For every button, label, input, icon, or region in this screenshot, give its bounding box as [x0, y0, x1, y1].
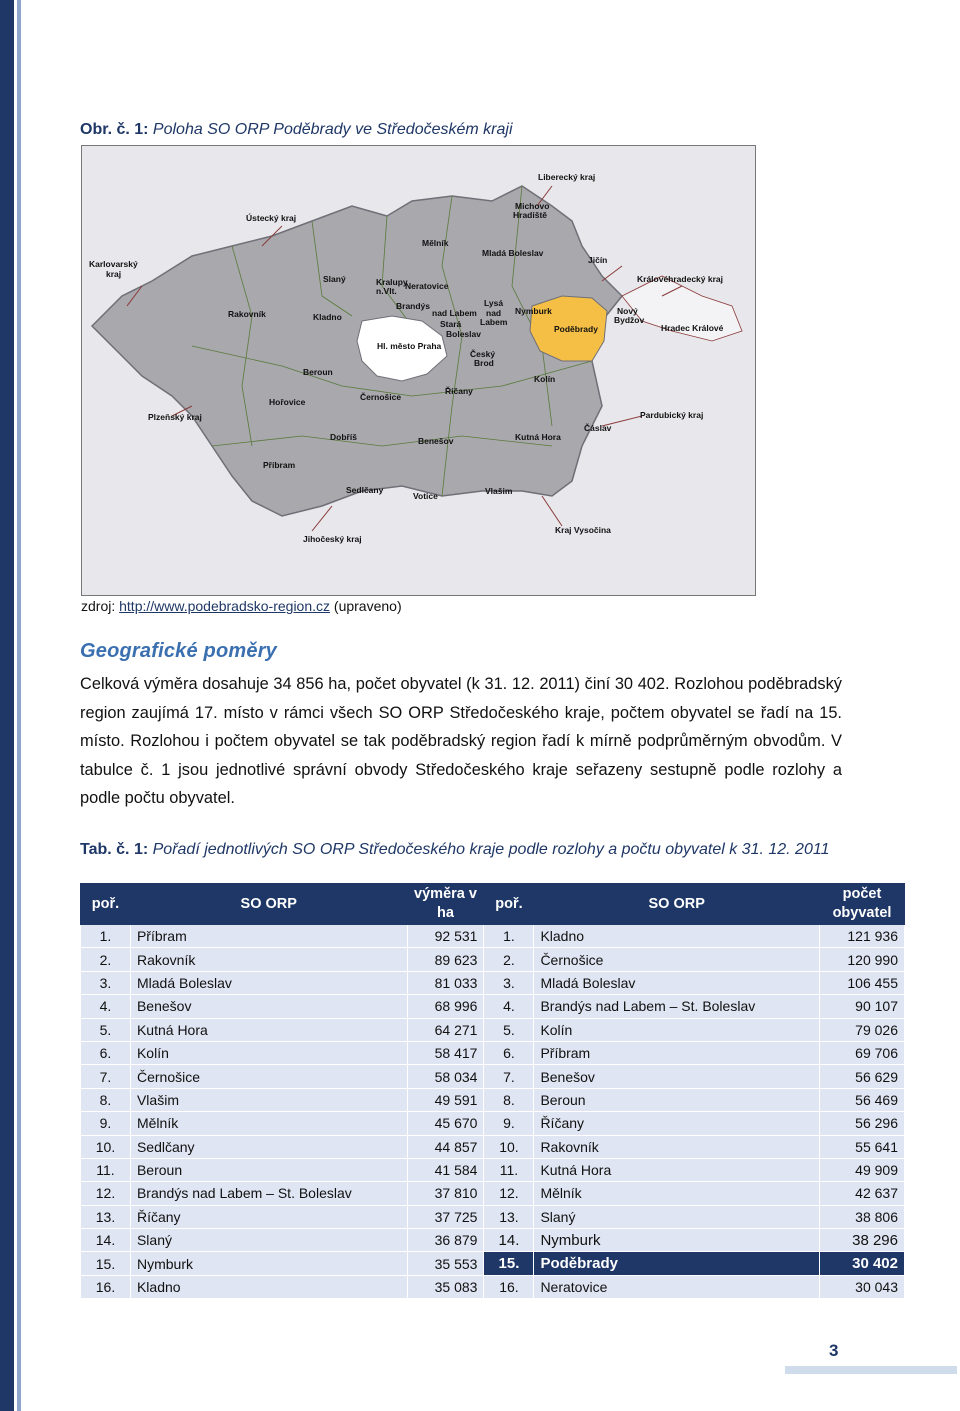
map-label: Bydžov — [614, 315, 645, 325]
area-cell: 89 623 — [407, 948, 484, 971]
header-name-pop: SO ORP — [534, 884, 820, 925]
pop-cell: 30 043 — [820, 1275, 905, 1298]
source-prefix: zdroj: — [81, 598, 116, 614]
map-label: Český — [470, 349, 496, 359]
map-label: Votice — [413, 491, 438, 501]
area-cell: 64 271 — [407, 1018, 484, 1041]
area-cell: 35 083 — [407, 1275, 484, 1298]
map-label: Brandýs — [396, 301, 431, 311]
map-label: Kolín — [534, 374, 556, 384]
table-row — [81, 1205, 905, 1228]
rank-pop-cell: 7. — [484, 1065, 534, 1088]
map-label: Beroun — [303, 367, 333, 377]
map-label: Neratovice — [405, 281, 449, 291]
name-pop-cell: Beroun — [534, 1088, 820, 1111]
name-pop-cell: Říčany — [534, 1112, 820, 1135]
map-label: Říčany — [445, 386, 473, 396]
map-label: Brod — [474, 358, 494, 368]
rank-pop-cell: 16. — [484, 1275, 534, 1298]
map-label: Slaný — [323, 274, 346, 284]
name-pop-cell: Benešov — [534, 1065, 820, 1088]
name-pop-cell: Nymburk — [534, 1229, 820, 1252]
rank-pop-cell: 9. — [484, 1112, 534, 1135]
pop-cell: 56 629 — [820, 1065, 905, 1088]
pop-cell: 56 469 — [820, 1088, 905, 1111]
name-area-cell: Rakovník — [130, 948, 407, 971]
area-cell: 58 417 — [407, 1041, 484, 1064]
table-row — [81, 995, 905, 1018]
map-label: n.Vlt. — [376, 286, 397, 296]
table-row — [81, 1112, 905, 1135]
area-cell: 68 996 — [407, 995, 484, 1018]
region-map — [81, 145, 756, 596]
rank-area-cell: 8. — [81, 1088, 131, 1111]
table-row — [81, 1088, 905, 1111]
name-pop-cell: Kolín — [534, 1018, 820, 1041]
pop-cell: 38 296 — [820, 1229, 905, 1252]
name-area-cell: Příbram — [130, 925, 407, 948]
rank-area-cell: 12. — [81, 1182, 131, 1205]
map-label: Pardubický kraj — [640, 410, 704, 420]
name-area-cell: Černošice — [130, 1065, 407, 1088]
map-label: Kralupy — [376, 277, 408, 287]
rank-area-cell: 7. — [81, 1065, 131, 1088]
table-row — [81, 1041, 905, 1064]
name-pop-cell: Kladno — [534, 925, 820, 948]
name-pop-cell: Mělník — [534, 1182, 820, 1205]
map-label: Kutná Hora — [515, 432, 561, 442]
rank-pop-cell: 3. — [484, 971, 534, 994]
table-title: Pořadí jednotlivých SO ORP Středočeského kraje podle rozlohy a počtu obyvatel k 31. 12. 2011 — [152, 841, 830, 858]
map-label: nad — [486, 308, 502, 318]
header-pop: počet obyvatel — [820, 884, 905, 925]
map-label: Mělník — [422, 238, 449, 248]
table-row — [81, 1065, 905, 1088]
table-header-row — [81, 884, 905, 925]
header-area: výměra v ha — [407, 884, 484, 925]
left-border-bar — [0, 0, 14, 1411]
name-pop-cell: Slaný — [534, 1205, 820, 1228]
name-area-cell: Beroun — [130, 1158, 407, 1181]
footer-bar — [785, 1366, 957, 1374]
rank-area-cell: 5. — [81, 1018, 131, 1041]
table-label: Tab. č. 1: — [80, 841, 149, 858]
name-area-cell: Sedlčany — [130, 1135, 407, 1158]
name-area-cell: Brandýs nad Labem – St. Boleslav — [130, 1182, 407, 1205]
name-area-cell: Mělník — [130, 1112, 407, 1135]
name-area-cell: Slaný — [130, 1229, 407, 1252]
rank-area-cell: 4. — [81, 995, 131, 1018]
map-label: Jihočeský kraj — [303, 534, 362, 544]
map-label: Sedlčany — [346, 485, 384, 495]
rank-area-cell: 9. — [81, 1112, 131, 1135]
name-pop-cell: Rakovník — [534, 1135, 820, 1158]
map-label: Příbram — [263, 460, 296, 470]
rank-area-cell: 3. — [81, 971, 131, 994]
rank-pop-cell: 5. — [484, 1018, 534, 1041]
map-label: Benešov — [418, 436, 454, 446]
map-label: Jičín — [588, 255, 608, 265]
name-area-cell: Říčany — [130, 1205, 407, 1228]
map-label: Nymburk — [515, 306, 552, 316]
area-cell: 92 531 — [407, 925, 484, 948]
name-area-cell: Mladá Boleslav — [130, 971, 407, 994]
table-row — [81, 1252, 905, 1275]
rank-pop-cell: 1. — [484, 925, 534, 948]
rank-area-cell: 13. — [81, 1205, 131, 1228]
map-label: Labem — [480, 317, 508, 327]
table-row — [81, 1182, 905, 1205]
map-label: Boleslav — [446, 329, 481, 339]
area-cell: 37 725 — [407, 1205, 484, 1228]
ranking-table — [80, 883, 905, 1299]
name-area-cell: Nymburk — [130, 1252, 407, 1275]
area-cell: 37 810 — [407, 1182, 484, 1205]
rank-area-cell: 10. — [81, 1135, 131, 1158]
body-paragraph: Celková výměra dosahuje 34 856 ha, počet obyvatel (k 31. 12. 2011) činí 30 402. Rozlohou poděbradský region zaujímá 17. místo v rámci všech SO ORP Středočeského kraje, počtem obyvatel se řadí na 15. místo. Rozlohou i počtem obyvatel se tak poděbradský region řadí k mírně podprůměrným obvodům. V tabulce č. 1 jsou jednotlivé správní obvody Středočeského kraje seřazeny sestupně podle rozlohy a podle počtu obyvatel. — [80, 675, 842, 807]
figure-caption — [80, 121, 513, 139]
table-row — [81, 1018, 905, 1041]
table-row — [81, 971, 905, 994]
pop-cell: 121 936 — [820, 925, 905, 948]
figure-label: Obr. č. 1: — [80, 121, 149, 138]
rank-area-cell: 1. — [81, 925, 131, 948]
name-pop-cell: Poděbrady — [534, 1252, 820, 1275]
map-label: Dobříš — [330, 432, 357, 442]
figure-source — [81, 598, 402, 614]
name-pop-cell: Příbram — [534, 1041, 820, 1064]
area-cell: 58 034 — [407, 1065, 484, 1088]
rank-area-cell: 6. — [81, 1041, 131, 1064]
map-label: Plzeňský kraj — [148, 412, 202, 422]
map-label: Lysá — [484, 298, 504, 308]
name-area-cell: Kolín — [130, 1041, 407, 1064]
source-suffix: (upraveno) — [333, 598, 402, 614]
rank-area-cell: 11. — [81, 1158, 131, 1181]
map-label: Vlašim — [485, 486, 513, 496]
header-rank-pop: poř. — [484, 884, 534, 925]
figure-title: Poloha SO ORP Poděbrady ve Středočeském kraji — [152, 121, 513, 138]
map-label: Ústecký kraj — [246, 213, 297, 223]
map-label: Černošice — [360, 392, 402, 402]
rank-pop-cell: 2. — [484, 948, 534, 971]
table-caption — [80, 838, 850, 861]
rank-pop-cell: 8. — [484, 1088, 534, 1111]
table-row — [81, 1135, 905, 1158]
rank-pop-cell: 4. — [484, 995, 534, 1018]
map-label: Kladno — [313, 312, 342, 322]
map-label: Rakovník — [228, 309, 266, 319]
map-label: Královéhradecký kraj — [637, 274, 723, 284]
pop-cell: 49 909 — [820, 1158, 905, 1181]
area-cell: 45 670 — [407, 1112, 484, 1135]
name-pop-cell: Mladá Boleslav — [534, 971, 820, 994]
rank-pop-cell: 14. — [484, 1229, 534, 1252]
source-link[interactable]: http://www.podebradsko-region.cz — [119, 598, 331, 614]
area-cell: 81 033 — [407, 971, 484, 994]
left-border-thin-bar — [17, 0, 21, 1411]
table-row — [81, 948, 905, 971]
map-label: nad Labem — [432, 308, 477, 318]
pop-cell: 56 296 — [820, 1112, 905, 1135]
pop-cell: 90 107 — [820, 995, 905, 1018]
pop-cell: 38 806 — [820, 1205, 905, 1228]
table-row — [81, 925, 905, 948]
pop-cell: 55 641 — [820, 1135, 905, 1158]
name-pop-cell: Černošice — [534, 948, 820, 971]
name-area-cell: Kladno — [130, 1275, 407, 1298]
map-label: Hradiště — [513, 210, 548, 220]
map-label: Poděbrady — [554, 324, 598, 334]
table-row — [81, 1229, 905, 1252]
area-cell: 49 591 — [407, 1088, 484, 1111]
rank-area-cell: 14. — [81, 1229, 131, 1252]
map-label: Hořovice — [269, 397, 306, 407]
header-rank-area: poř. — [81, 884, 131, 925]
area-cell: 44 857 — [407, 1135, 484, 1158]
pop-cell: 30 402 — [820, 1252, 905, 1275]
map-label: Karlovarský — [89, 259, 138, 269]
name-pop-cell: Kutná Hora — [534, 1158, 820, 1181]
page-number: 3 — [829, 1341, 839, 1360]
map-label: Mladá Boleslav — [482, 248, 544, 258]
rank-area-cell: 15. — [81, 1252, 131, 1275]
rank-pop-cell: 12. — [484, 1182, 534, 1205]
rank-pop-cell: 13. — [484, 1205, 534, 1228]
pop-cell: 106 455 — [820, 971, 905, 994]
rank-area-cell: 16. — [81, 1275, 131, 1298]
map-label: Liberecký kraj — [538, 172, 596, 182]
area-cell: 36 879 — [407, 1229, 484, 1252]
table-body — [81, 925, 905, 1299]
pop-cell: 69 706 — [820, 1041, 905, 1064]
map-label: Čáslav — [584, 423, 612, 433]
header-name-area: SO ORP — [130, 884, 407, 925]
pop-cell: 120 990 — [820, 948, 905, 971]
pop-cell: 42 637 — [820, 1182, 905, 1205]
rank-area-cell: 2. — [81, 948, 131, 971]
name-pop-cell: Neratovice — [534, 1275, 820, 1298]
name-area-cell: Benešov — [130, 995, 407, 1018]
map-svg — [82, 146, 755, 595]
map-label: Nový — [617, 306, 638, 316]
area-cell: 35 553 — [407, 1252, 484, 1275]
map-label: Hl. město Praha — [377, 341, 442, 351]
map-label: Stará — [440, 319, 462, 329]
name-area-cell: Kutná Hora — [130, 1018, 407, 1041]
name-pop-cell: Brandýs nad Labem – St. Boleslav — [534, 995, 820, 1018]
pop-cell: 79 026 — [820, 1018, 905, 1041]
rank-pop-cell: 6. — [484, 1041, 534, 1064]
area-cell: 41 584 — [407, 1158, 484, 1181]
rank-pop-cell: 11. — [484, 1158, 534, 1181]
map-label: kraj — [106, 269, 122, 279]
map-label: Hradec Králové — [661, 323, 724, 333]
table-row — [81, 1275, 905, 1298]
map-label: Kraj Vysočina — [555, 525, 611, 535]
map-label: Michovo — [515, 201, 550, 211]
name-area-cell: Vlašim — [130, 1088, 407, 1111]
section-title: Geografické poměry — [80, 640, 278, 662]
rank-pop-cell: 15. — [484, 1252, 534, 1275]
table-row — [81, 1158, 905, 1181]
rank-pop-cell: 10. — [484, 1135, 534, 1158]
